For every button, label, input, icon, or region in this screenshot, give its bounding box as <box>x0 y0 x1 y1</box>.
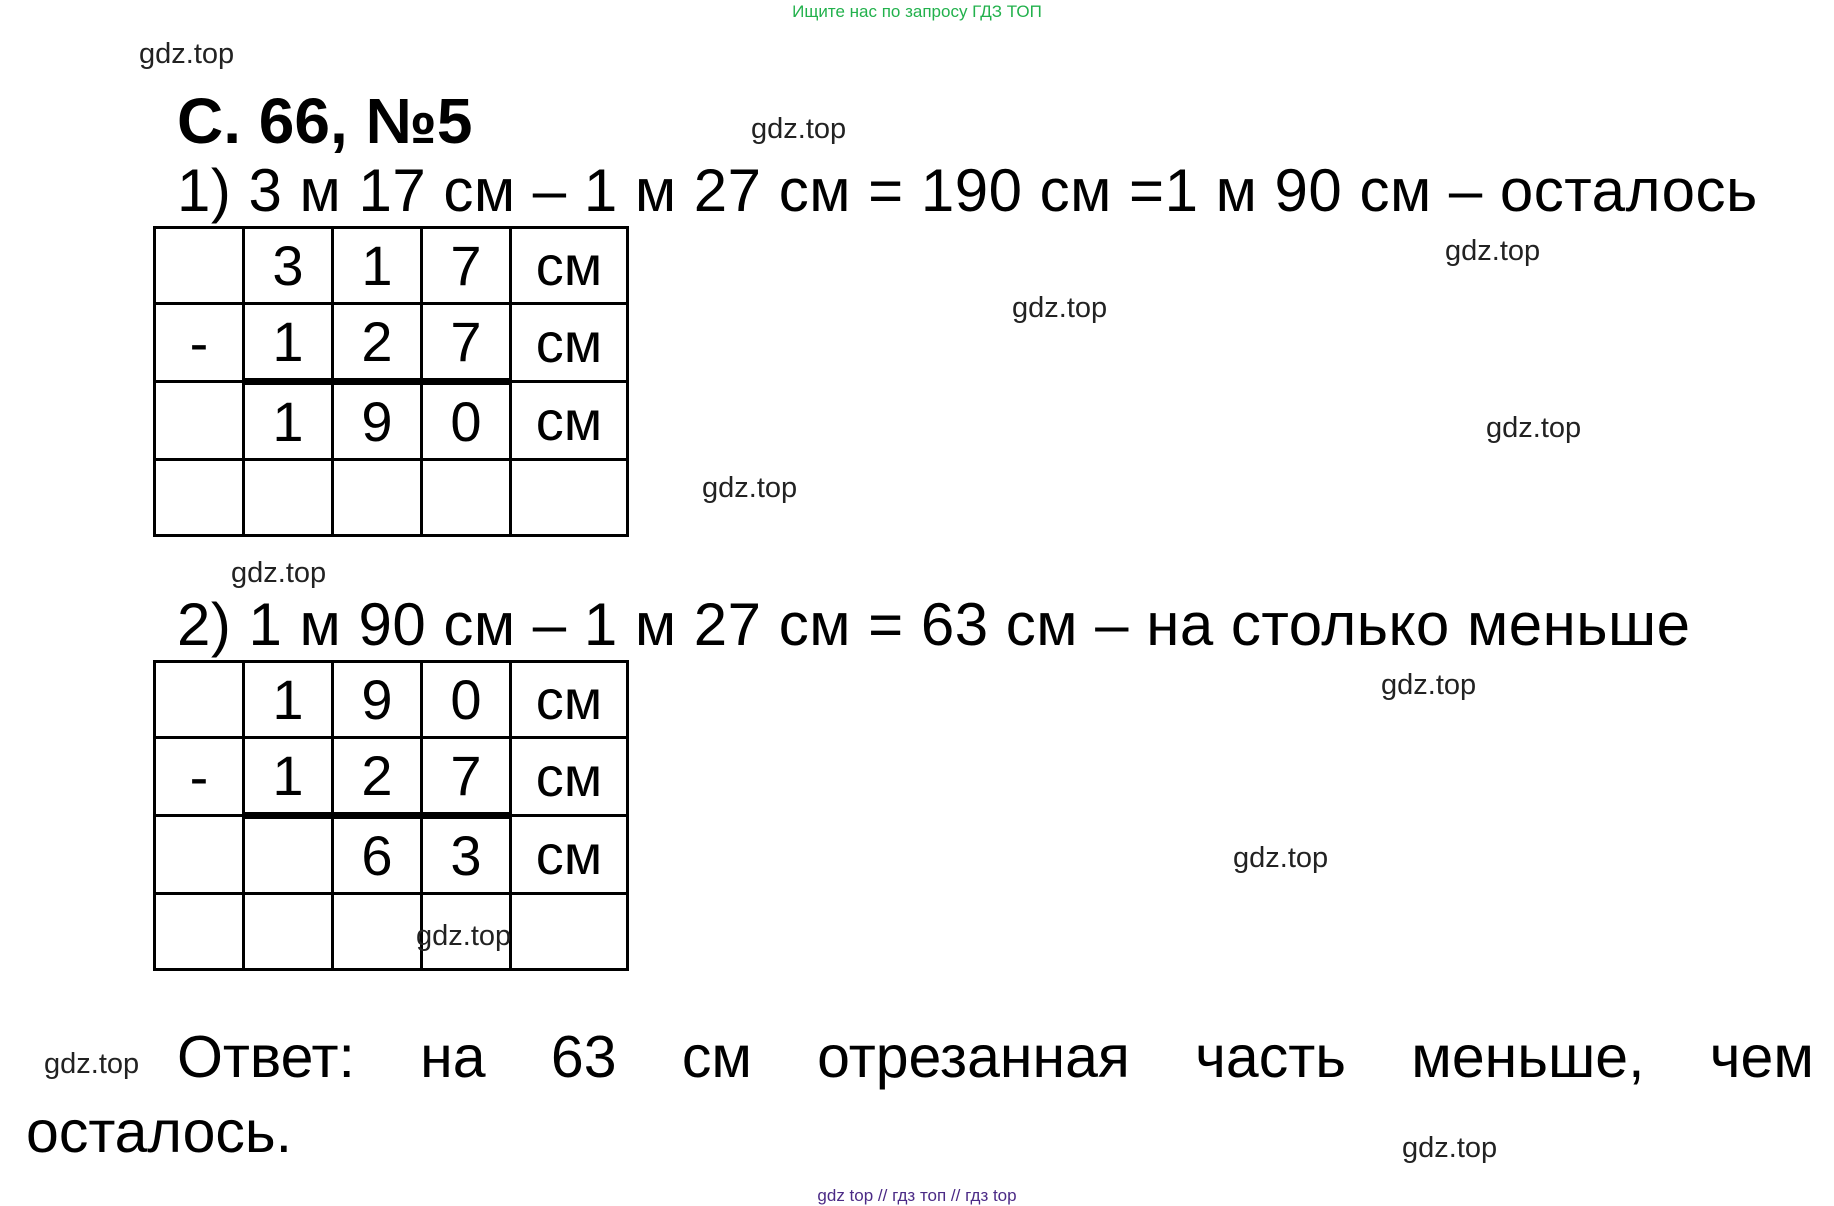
table-cell <box>155 228 244 304</box>
table-cell: см <box>511 228 628 304</box>
table-cell: 3 <box>244 228 333 304</box>
table-cell <box>244 894 333 970</box>
answer-word: чем <box>1709 1024 1814 1090</box>
answer-word: 63 <box>550 1024 617 1090</box>
table-row <box>155 816 628 894</box>
table-cell <box>511 894 628 970</box>
step-1-equation: 1) 3 м 17 см – 1 м 27 см = 190 см =1 м 90 см – осталось <box>177 157 1758 224</box>
step-2-equation: 2) 1 м 90 см – 1 м 27 см = 63 см – на столько меньше <box>177 591 1691 658</box>
table-cell: см <box>511 662 628 738</box>
table-cell: 1 <box>244 738 333 816</box>
table-cell: 3 <box>422 816 511 894</box>
answer-word: меньше, <box>1411 1024 1645 1090</box>
answer-word: на <box>420 1024 486 1090</box>
table-cell: 7 <box>422 738 511 816</box>
table-cell: 7 <box>422 304 511 382</box>
page-heading: С. 66, №5 <box>177 85 473 157</box>
watermark: gdz.top <box>1486 412 1582 444</box>
table-cell <box>155 460 244 536</box>
table-cell: - <box>155 738 244 816</box>
answer-word: Ответ: <box>177 1024 355 1090</box>
table-cell: 7 <box>422 228 511 304</box>
table-row <box>155 228 628 304</box>
watermark: gdz.top <box>44 1048 140 1080</box>
table-row <box>155 738 628 816</box>
table-cell: - <box>155 304 244 382</box>
watermark: gdz.top <box>1233 842 1329 874</box>
table-cell <box>155 382 244 460</box>
table-cell: см <box>511 382 628 460</box>
watermark: gdz.top <box>231 557 327 589</box>
table-cell <box>333 460 422 536</box>
table-cell: см <box>511 816 628 894</box>
table-cell: 0 <box>422 382 511 460</box>
table-row <box>155 460 628 536</box>
table-cell <box>155 894 244 970</box>
watermark: gdz.top <box>751 113 847 145</box>
table-row <box>155 382 628 460</box>
table-cell: 0 <box>422 662 511 738</box>
answer-line-2: осталось. <box>26 1099 293 1165</box>
table-cell <box>244 816 333 894</box>
table-cell <box>244 460 333 536</box>
table-cell: см <box>511 738 628 816</box>
table-cell: 2 <box>333 738 422 816</box>
table-cell <box>155 662 244 738</box>
table-cell: 9 <box>333 662 422 738</box>
table-cell <box>155 816 244 894</box>
answer-word: часть <box>1195 1024 1346 1090</box>
answer-word: см <box>681 1024 752 1090</box>
table-cell <box>511 460 628 536</box>
table-cell: 1 <box>244 382 333 460</box>
table-cell: 1 <box>244 304 333 382</box>
table-cell: 6 <box>333 816 422 894</box>
table-cell: 9 <box>333 382 422 460</box>
table-cell <box>422 460 511 536</box>
answer-word: отрезанная <box>817 1024 1130 1090</box>
column-subtraction-table-1 <box>153 226 629 537</box>
table-cell: 1 <box>333 228 422 304</box>
footer-caption: gdz top // гдз топ // гдз top <box>817 1186 1017 1205</box>
table-row <box>155 894 628 970</box>
table-cell: 1 <box>244 662 333 738</box>
table-cell: 2 <box>333 304 422 382</box>
watermark: gdz.top <box>1402 1132 1498 1164</box>
watermark: gdz.top <box>1381 669 1477 701</box>
watermark: gdz.top <box>139 38 235 70</box>
column-subtraction-table-2 <box>153 660 629 971</box>
watermark: gdz.top <box>1445 235 1541 267</box>
watermark: gdz.top <box>416 920 512 952</box>
top-banner: Ищите нас по запросу ГДЗ ТОП <box>792 2 1042 21</box>
table-cell <box>333 894 422 970</box>
table-row <box>155 304 628 382</box>
watermark: gdz.top <box>1012 292 1108 324</box>
table-row <box>155 662 628 738</box>
answer-line-1 <box>177 1023 1814 1091</box>
table-cell: см <box>511 304 628 382</box>
watermark: gdz.top <box>702 472 798 504</box>
